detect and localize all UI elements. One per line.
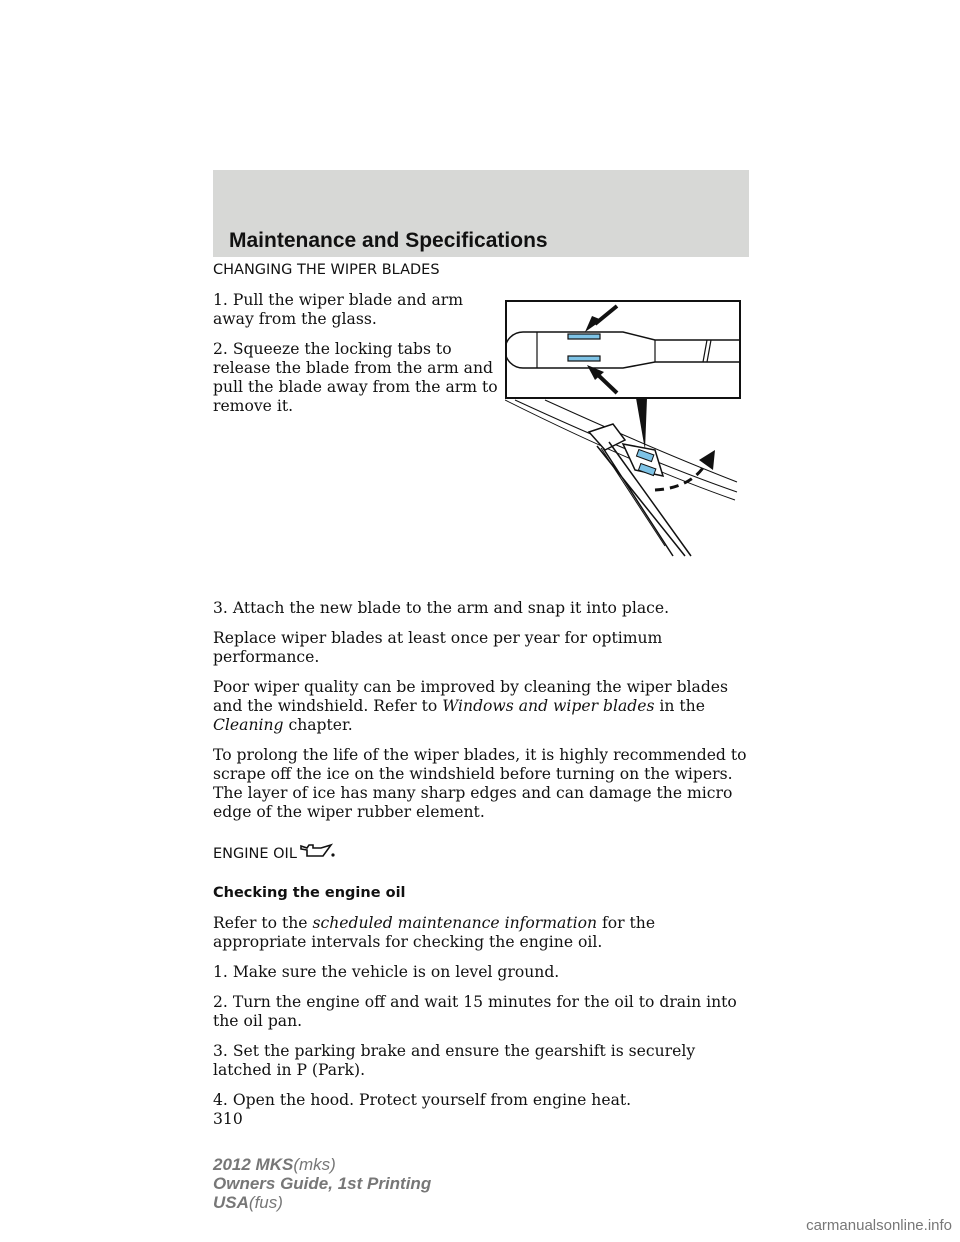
footer-model-code: (mks) (293, 1155, 336, 1174)
footer-model: 2012 MKS (213, 1155, 294, 1174)
wiper-heading: CHANGING THE WIPER BLADES (213, 262, 440, 278)
oil-step-4: 4. Open the hood. Protect yourself from engine heat. (213, 1091, 632, 1109)
wiper-step-2: 2. Squeeze the locking tabs to release the blade from the arm and pull the blade away from the arm to remove it. (213, 340, 498, 415)
wiper-step-3: 3. Attach the new blade to the arm and snap it into place. (213, 599, 670, 617)
oil-step-3: 3. Set the parking brake and ensure the gearshift is securely latched in P (Park). (213, 1042, 696, 1079)
link-scheduled-maintenance[interactable]: scheduled maintenance information (312, 914, 598, 932)
link-cleaning[interactable]: Cleaning (213, 716, 284, 734)
wiper-quality-note: Poor wiper quality can be improved by cleaning the wiper blades and the windshield. Refer to Windows and wiper blades in the Cleaning chapter. (213, 678, 729, 734)
footer-market: USA (213, 1193, 249, 1212)
header-band (213, 170, 749, 257)
footer-market-code: (fus) (248, 1193, 283, 1212)
footer-guide: Owners Guide, 1st Printing (213, 1174, 432, 1193)
section-title: Maintenance and Specifications (229, 229, 548, 252)
oil-heading: ENGINE OIL (213, 842, 753, 864)
page-number: 310 (213, 1110, 243, 1128)
oil-refer: Refer to the scheduled maintenance information for the appropriate intervals for checking the engine oil. (213, 914, 656, 951)
oil-subheading: Checking the engine oil (213, 885, 406, 901)
oil-step-2: 2. Turn the engine off and wait 15 minutes for the oil to drain into the oil pan. (213, 993, 737, 1030)
footer (213, 1155, 431, 1212)
oil-step-1: 1. Make sure the vehicle is on level ground. (213, 963, 560, 981)
wiper-prolong-note: To prolong the life of the wiper blades, it is highly recommended to scrape off the ice on the windshield before turning on the wipers. The layer of ice has many sharp edges and can damage the micro edge of the wiper rubber element. (213, 746, 747, 821)
wiper-step-1: 1. Pull the wiper blade and arm away from the glass. (213, 291, 464, 328)
link-windows-wiper-blades[interactable]: Windows and wiper blades (442, 697, 655, 715)
oil-can-icon (299, 842, 335, 860)
page-content (213, 261, 753, 1129)
wiper-replace-note: Replace wiper blades at least once per year for optimum performance. (213, 629, 663, 666)
watermark[interactable]: carmanualsonline.info (806, 1217, 952, 1234)
